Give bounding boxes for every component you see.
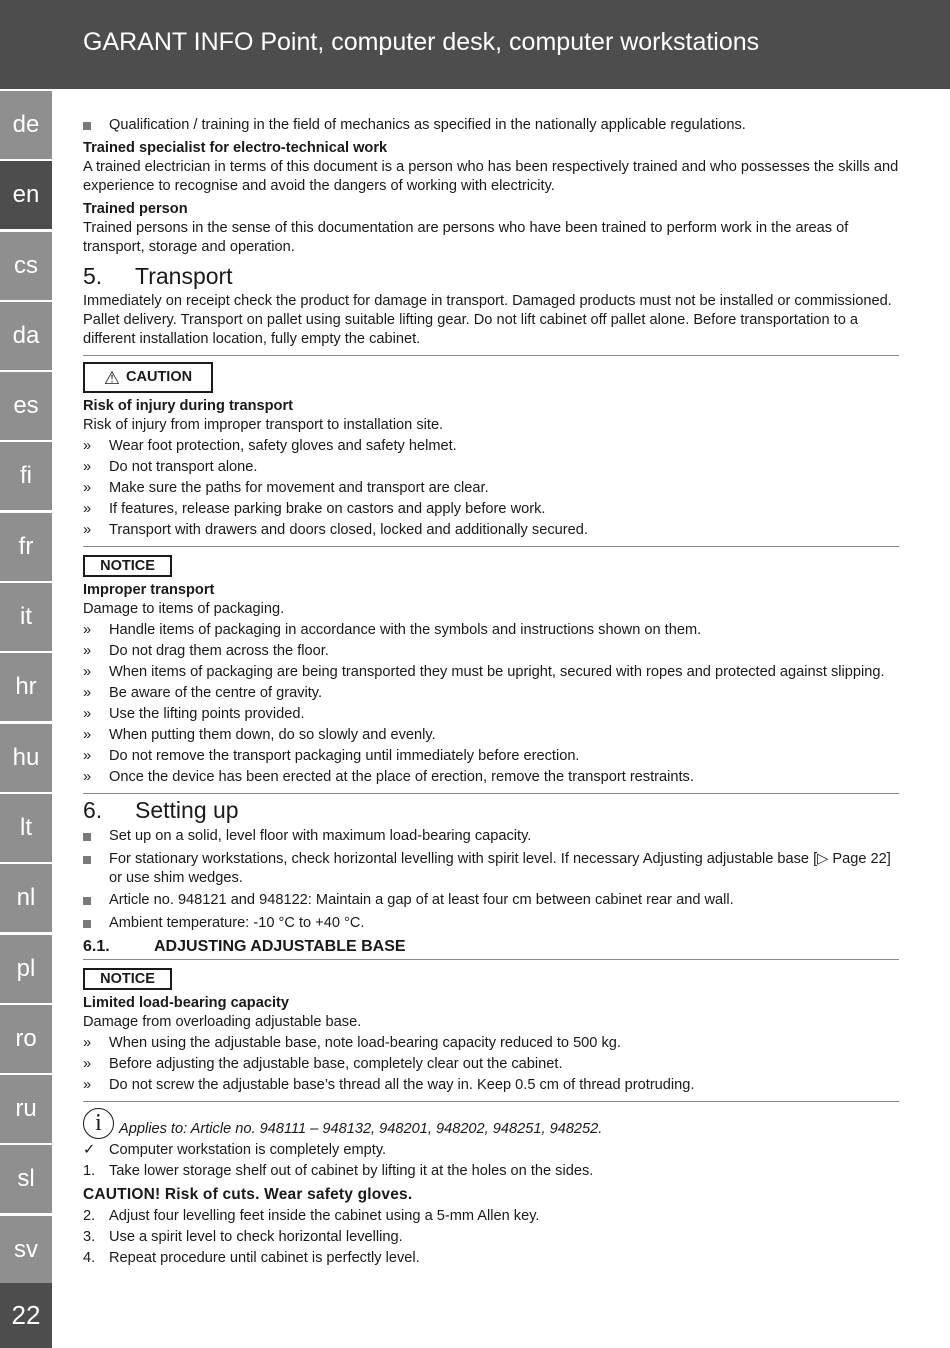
arrow-bullet-icon: » [83, 480, 92, 496]
arrow-bullet-icon: » [83, 501, 92, 517]
arrow-bullet-icon: » [83, 522, 92, 538]
caution-warning: CAUTION! Risk of cuts. Wear safety gloves. [83, 1186, 413, 1203]
caution-label: ⚠ CAUTION [83, 362, 213, 393]
list-item: Article no. 948121 and 948122: Maintain a gap of at least four cm between cabinet rear and wall. [83, 891, 899, 911]
caution-text: Risk of injury from improper transport to installation site. [83, 417, 444, 433]
language-tab-de[interactable]: de [0, 91, 52, 159]
list-item: » Handle items of packaging in accordance with the symbols and instructions shown on them. [83, 622, 702, 638]
language-tab-fr[interactable]: fr [0, 513, 52, 581]
document-title: GARANT INFO Point, computer desk, computer workstations [83, 28, 760, 56]
applies-to-note [83, 1108, 899, 1139]
section-number: 6. [83, 797, 103, 823]
arrow-bullet-icon: » [83, 438, 92, 454]
arrow-bullet-icon: » [83, 643, 92, 659]
divider [83, 959, 899, 960]
arrow-bullet-icon: » [83, 685, 92, 701]
language-tab-en[interactable]: en [0, 161, 52, 229]
list-item: » When using the adjustable base, note load-bearing capacity reduced to 500 kg. [83, 1035, 621, 1051]
list-item: » When items of packaging are being transported they must be upright, secured with ropes and protected against slipping. [83, 664, 885, 680]
arrow-bullet-icon: » [83, 706, 92, 722]
arrow-bullet-icon: » [83, 622, 92, 638]
step-number: 4. [83, 1250, 96, 1266]
list-item: » Wear foot protection, safety gloves and safety helmet. [83, 438, 457, 454]
notice-heading: Improper transport [83, 582, 215, 598]
subsection-heading [83, 937, 899, 957]
arrow-bullet-icon: » [83, 769, 92, 785]
list-item: » Be aware of the centre of gravity. [83, 685, 323, 701]
list-item: » Make sure the paths for movement and transport are clear. [83, 480, 489, 496]
language-tab-es[interactable]: es [0, 372, 52, 440]
list-item: » If features, release parking brake on castors and apply before work. [83, 501, 546, 517]
language-tab-lt[interactable]: lt [0, 794, 52, 862]
notice-label: NOTICE [83, 968, 172, 990]
notice-text: Damage to items of packaging. [83, 601, 285, 617]
arrow-bullet-icon: » [83, 664, 92, 680]
warning-triangle-icon: ⚠ [103, 367, 121, 388]
section-title: Setting up [135, 797, 239, 823]
list-item: Ambient temperature: -10 °C to +40 °C. [83, 914, 899, 934]
page-number: 22 [0, 1283, 52, 1348]
notice-text: Damage from overloading adjustable base. [83, 1014, 362, 1030]
step-item: 2. Adjust four levelling feet inside the cabinet using a 5-mm Allen key. [83, 1208, 540, 1224]
language-tab-fi[interactable]: fi [0, 442, 52, 510]
language-tab-sv[interactable]: sv [0, 1216, 52, 1284]
square-bullet-icon [83, 116, 109, 136]
list-item: » Do not drag them across the floor. [83, 643, 329, 659]
list-item: » Before adjusting the adjustable base, completely clear out the cabinet. [83, 1056, 563, 1072]
subsection-number: 6.1. [83, 938, 110, 955]
arrow-bullet-icon: » [83, 727, 92, 743]
list-item [83, 116, 899, 136]
page-header [0, 0, 950, 89]
transport-text: Immediately on receipt check the product for damage in transport. Damaged products must not be installed or commissioned. Pallet delivery. Transport on pallet using suitable lifting gear. Do not lift cabinet off pallet alone. Before transportation to a different installation location, fully empty the cabinet. [83, 293, 892, 347]
list-item: » Transport with drawers and doors closed, locked and additionally secured. [83, 522, 588, 538]
language-tab-sl[interactable]: sl [0, 1145, 52, 1213]
arrow-bullet-icon: » [83, 1077, 92, 1093]
language-tab-da[interactable]: da [0, 302, 52, 370]
caution-heading: Risk of injury during transport [83, 398, 293, 414]
list-item: » Do not screw the adjustable base’s thread all the way in. Keep 0.5 cm of thread protruding. [83, 1077, 695, 1093]
subsection-title: ADJUSTING ADJUSTABLE BASE [154, 938, 406, 955]
language-tab-it[interactable]: it [0, 583, 52, 651]
notice-heading: Limited load-bearing capacity [83, 995, 289, 1011]
square-bullet-icon [83, 827, 109, 847]
language-tab-ru[interactable]: ru [0, 1075, 52, 1143]
section-heading-setting-up [83, 796, 899, 824]
language-tab-cs[interactable]: cs [0, 232, 52, 300]
section-number: 5. [83, 263, 103, 289]
list-item: » When putting them down, do so slowly and evenly. [83, 727, 436, 743]
list-item: » Use the lifting points provided. [83, 706, 305, 722]
language-sidebar [0, 91, 52, 1286]
list-item: Set up on a solid, level floor with maximum load-bearing capacity. [83, 827, 899, 847]
checkmark-icon: ✓ [83, 1142, 96, 1158]
electro-heading: Trained specialist for electro-technical work [83, 140, 388, 156]
arrow-bullet-icon: » [83, 459, 92, 475]
list-item: For stationary workstations, check horizontal levelling with spirit level. If necessary Adjusting adjustable base [▷ Page 22] or use shim wedges. [83, 850, 899, 888]
step-item: 1. Take lower storage shelf out of cabinet by lifting it at the holes on the sides. [83, 1163, 594, 1179]
square-bullet-icon [83, 914, 109, 934]
electro-text: A trained electrician in terms of this document is a person who has been respectively trained and who possesses the skills and experience to recognise and avoid the dangers of working with electricity. [83, 159, 899, 194]
section-title: Transport [135, 263, 233, 289]
language-tab-ro[interactable]: ro [0, 1005, 52, 1073]
notice-label: NOTICE [83, 555, 172, 577]
list-item-text: Qualification / training in the field of mechanics as specified in the nationally applicable regulations. [109, 117, 746, 133]
arrow-bullet-icon: » [83, 1056, 92, 1072]
precondition: ✓ Computer workstation is completely empty. [83, 1142, 387, 1158]
divider [83, 1101, 899, 1102]
language-tab-hu[interactable]: hu [0, 724, 52, 792]
language-tab-nl[interactable]: nl [0, 864, 52, 932]
language-tab-hr[interactable]: hr [0, 653, 52, 721]
list-item: » Once the device has been erected at the place of erection, remove the transport restraints. [83, 769, 694, 785]
divider [83, 546, 899, 547]
applies-to-text: Applies to: Article no. 948111 – 948132, 948201, 948202, 948251, 948252. [119, 1121, 603, 1137]
list-item: » Do not transport alone. [83, 459, 258, 475]
language-tab-pl[interactable]: pl [0, 935, 52, 1003]
step-number: 1. [83, 1163, 96, 1179]
info-icon: i [83, 1108, 114, 1139]
arrow-bullet-icon: » [83, 1035, 92, 1051]
trained-text: Trained persons in the sense of this documentation are persons who have been trained to perform work in the areas of transport, storage and operation. [83, 220, 849, 255]
step-item: 3. Use a spirit level to check horizontal levelling. [83, 1229, 403, 1245]
step-number: 2. [83, 1208, 96, 1224]
step-item: 4. Repeat procedure until cabinet is perfectly level. [83, 1250, 420, 1266]
page-content [83, 113, 899, 1270]
trained-heading: Trained person [83, 201, 188, 217]
step-number: 3. [83, 1229, 96, 1245]
section-heading-transport [83, 262, 899, 290]
square-bullet-icon [83, 891, 109, 911]
square-bullet-icon [83, 850, 109, 870]
arrow-bullet-icon: » [83, 748, 92, 764]
list-item: » Do not remove the transport packaging until immediately before erection. [83, 748, 580, 764]
divider [83, 793, 899, 794]
divider [83, 355, 899, 356]
